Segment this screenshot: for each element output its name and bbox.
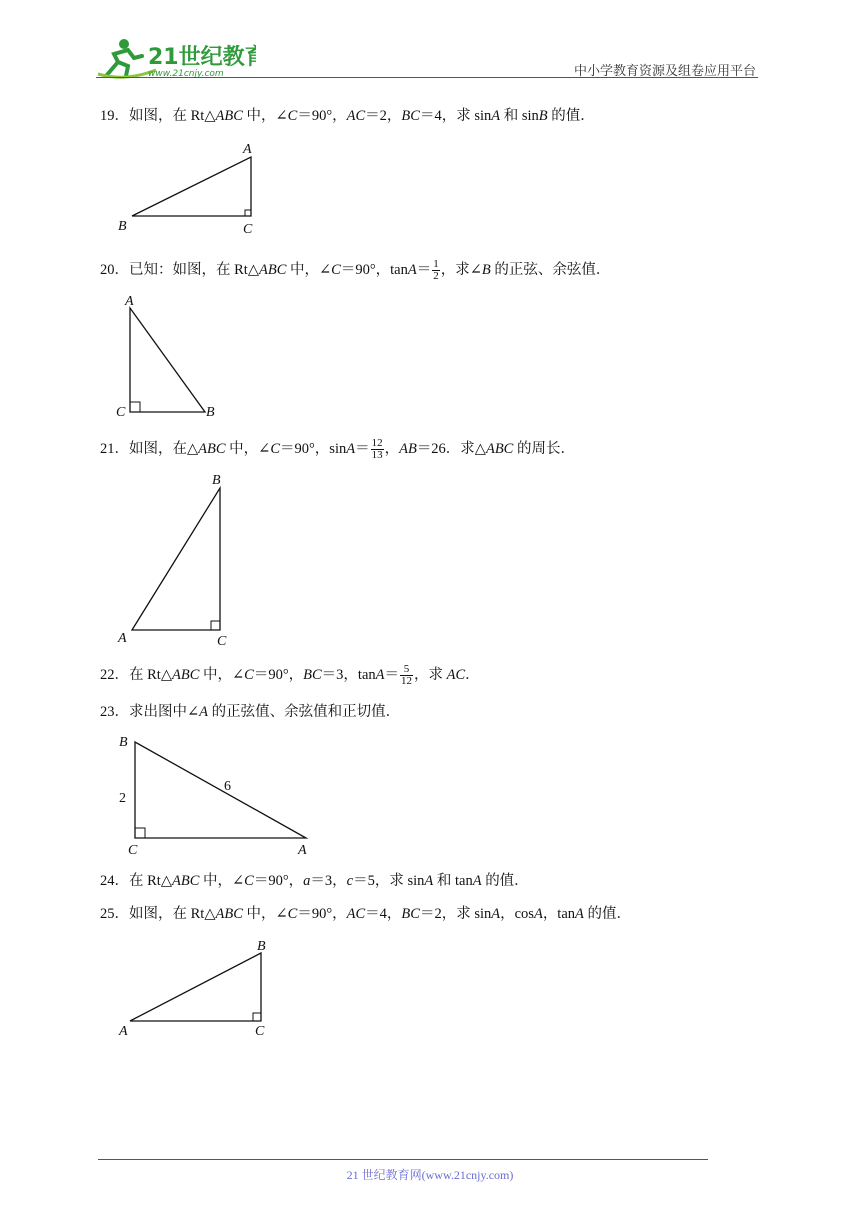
vertex-label-a: A <box>125 294 134 309</box>
figure-25 <box>110 935 280 1040</box>
fraction-1-2: $\frac{1}{2}$ <box>433 258 439 282</box>
vertex-label-a: A <box>243 142 252 157</box>
platform-title: 中小学教育资源及组卷应用平台 <box>573 64 756 79</box>
logo-url: www.21cnjy.com <box>148 69 224 79</box>
vertex-label-c: C <box>255 1024 265 1039</box>
vertex-label-b: B <box>212 473 221 488</box>
vertex-label-b: B <box>257 939 266 954</box>
vertex-label-c: C <box>128 843 138 858</box>
vertex-label-b: B <box>119 735 128 750</box>
vertex-label-c: C <box>116 405 126 420</box>
question-23: 23．求出图中∠A 的正弦值、余弦值和正切值． <box>100 704 401 720</box>
vertex-label-a: A <box>118 631 127 646</box>
vertex-label-a: A <box>119 1024 128 1039</box>
side-length-bc: 2 <box>119 791 126 806</box>
figure-21 <box>110 470 240 650</box>
question-19: 19．如图，在 Rt△ABC 中，∠C＝90°，AC＝2，BC＝4，求 sinA 和 sinB 的值． <box>100 108 595 124</box>
footer-link[interactable]: 21 世纪教育网(www.21cnjy.com) <box>346 1168 514 1182</box>
question-22: 22．在 Rt△ABC 中，∠C＝90°，BC＝3，tanA＝ $\frac{5}{12}$ ，求 AC． <box>100 663 480 687</box>
question-25: 25．如图，在 Rt△ABC 中，∠C＝90°，AC＝4，BC＝2，求 sinA，cosA，tanA 的值． <box>100 906 632 922</box>
fraction-5-12: $\frac{5}{12}$ <box>401 663 412 687</box>
question-20: 20．已知：如图，在 Rt△ABC 中，∠C＝90°，tanA＝ $\frac{1}{2}$ ，求∠B 的正弦、余弦值． <box>100 258 611 282</box>
footer-divider <box>98 1159 708 1160</box>
logo-title: 21世纪教育 <box>148 45 256 70</box>
side-length-ab: 6 <box>224 779 231 794</box>
question-21: 21．如图，在△ABC 中，∠C＝90°，sinA＝ $\frac{12}{13}$ ，AB＝26．求△ABC 的周长． <box>100 437 575 461</box>
vertex-label-b: B <box>118 219 127 234</box>
vertex-label-c: C <box>217 634 227 649</box>
site-logo <box>96 36 256 80</box>
figure-23 <box>110 730 320 860</box>
vertex-label-a: A <box>298 843 307 858</box>
figure-19 <box>110 140 280 240</box>
vertex-label-b: B <box>206 405 215 420</box>
figure-20 <box>110 290 230 425</box>
vertex-label-c: C <box>243 222 253 237</box>
header-divider <box>96 77 758 78</box>
question-24: 24．在 Rt△ABC 中，∠C＝90°，a＝3，c＝5，求 sinA 和 tanA 的值． <box>100 873 529 889</box>
fraction-12-13: $\frac{12}{13}$ <box>371 437 383 461</box>
